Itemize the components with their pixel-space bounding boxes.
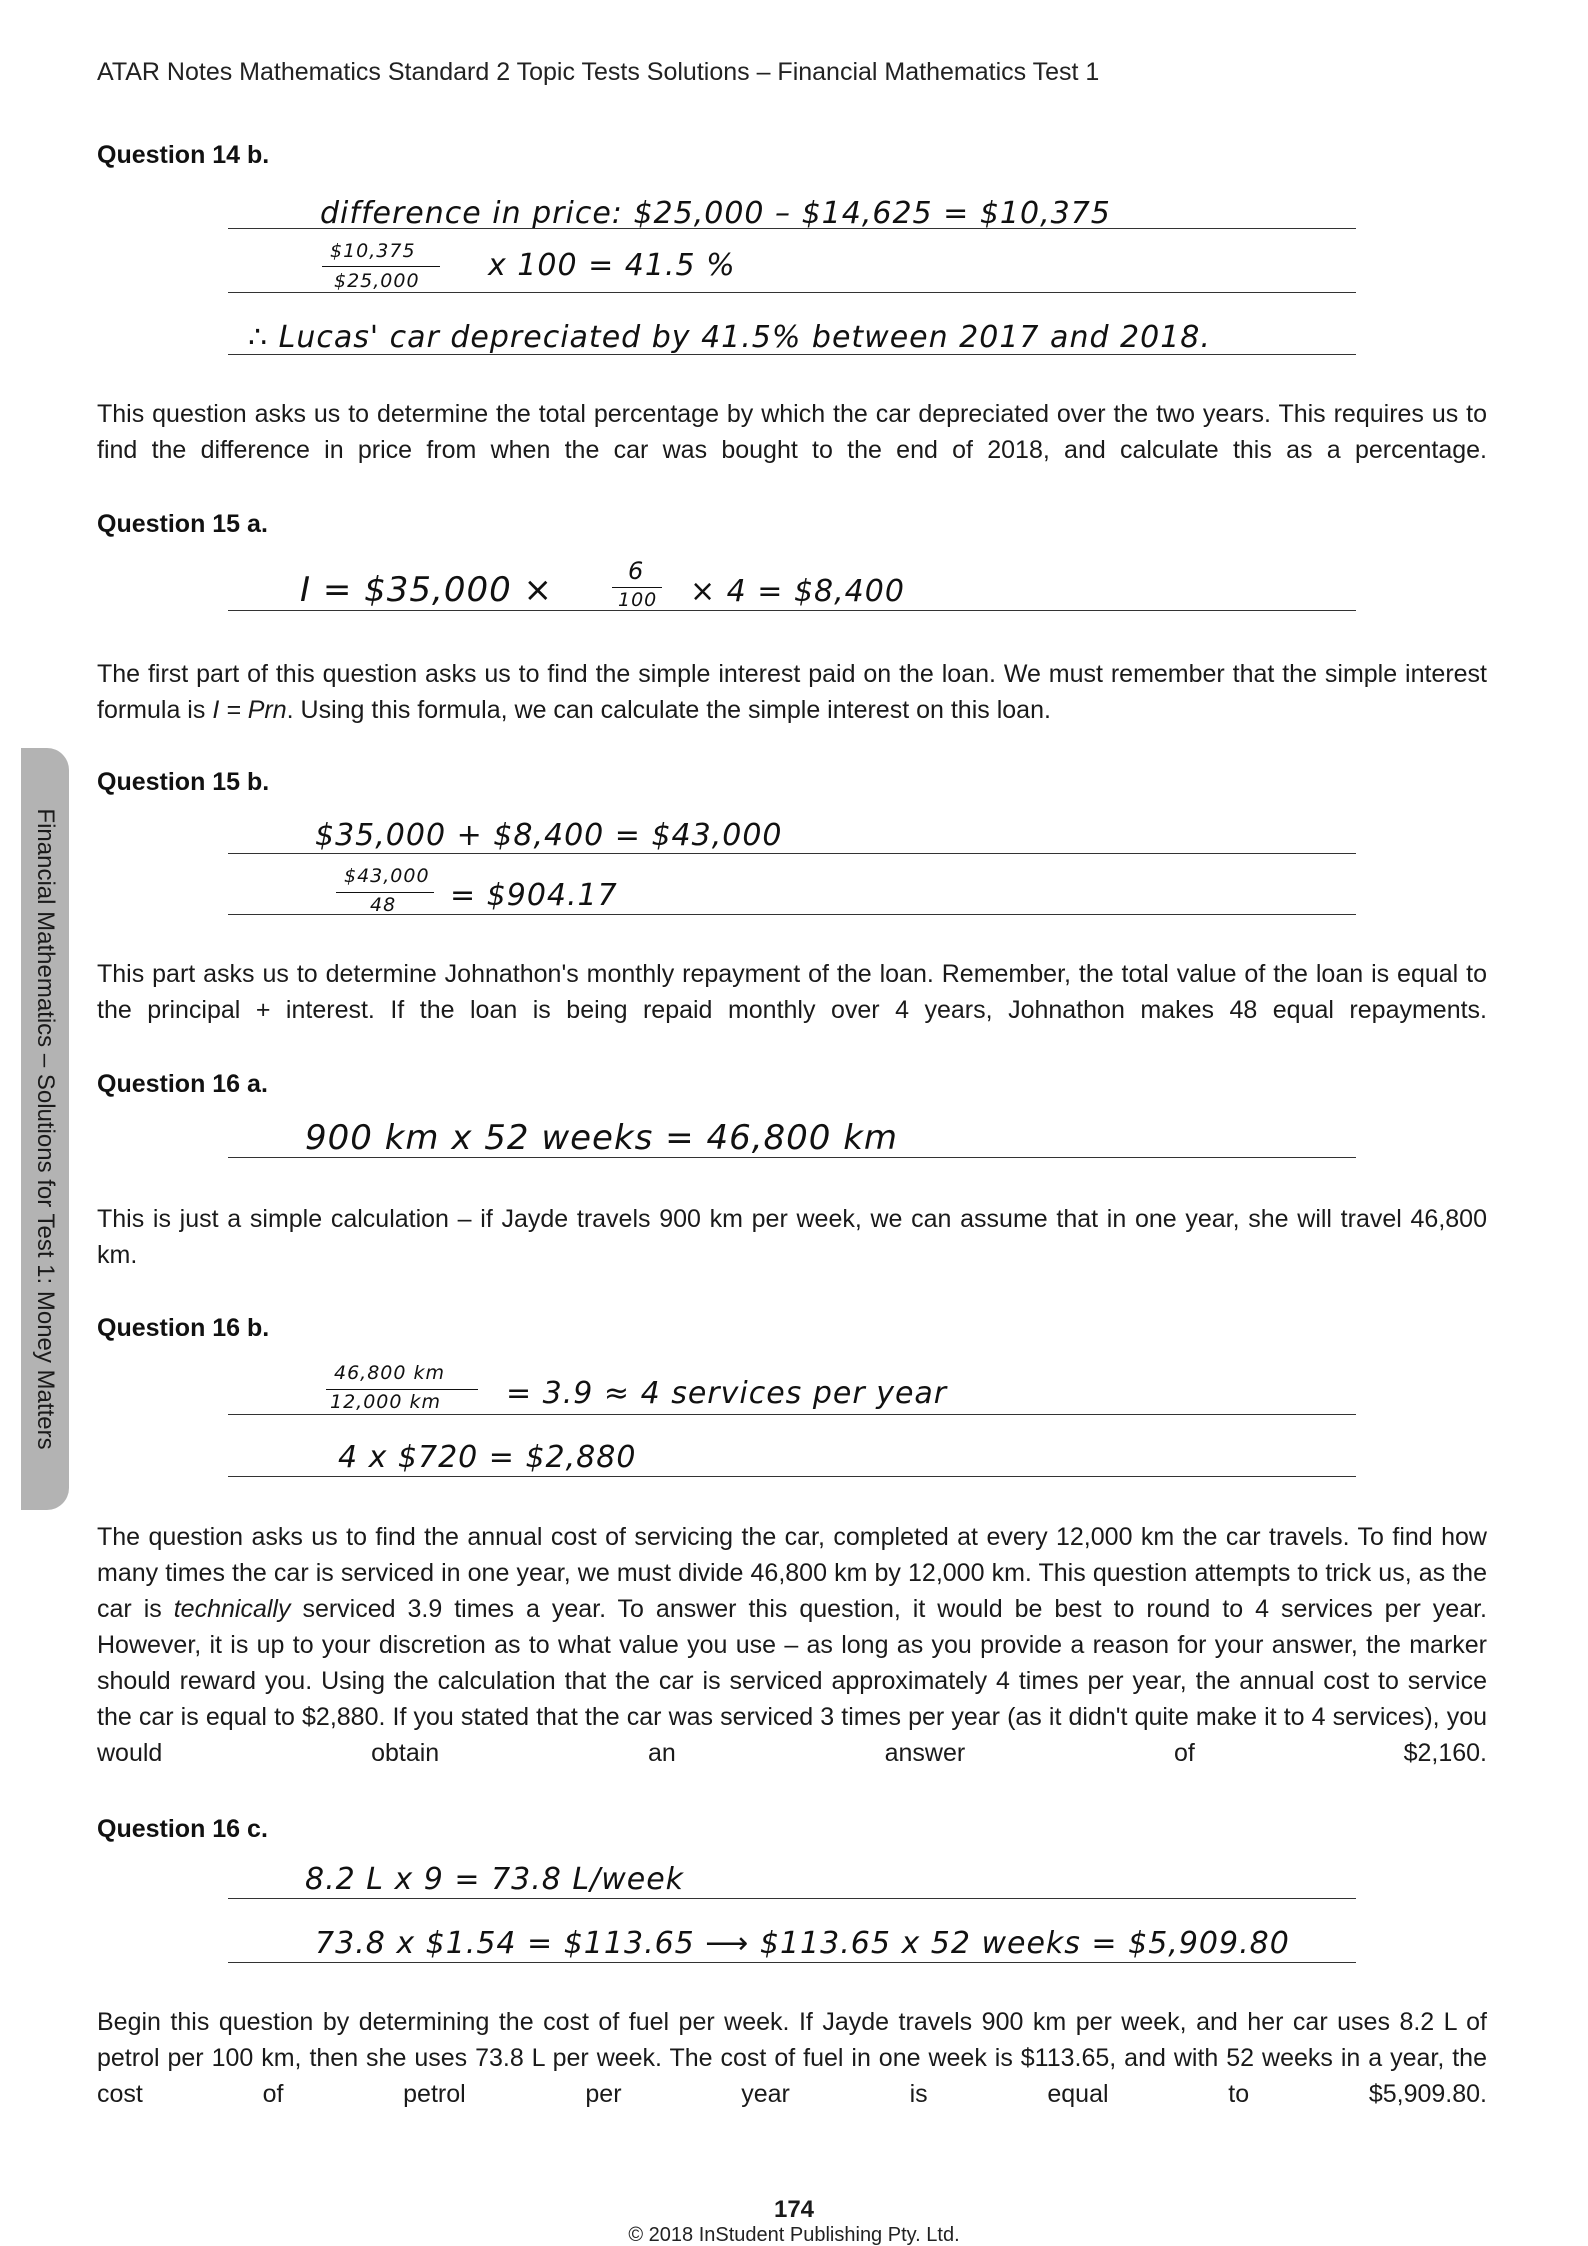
answer-line [228, 292, 1356, 293]
q14b-work-line1: difference in price: $25,000 – $14,625 = $10,375 [320, 196, 1111, 231]
q16c-work-line2: 73.8 x $1.54 = $113.65 ⟶ $113.65 x 52 weeks = $5,909.80 [315, 1926, 1290, 1961]
q15b-frac-den: 48 [370, 894, 397, 916]
q16b-explanation: The question asks us to find the annual cost of servicing the car, completed at every 12,000 km the car travels. To find how many times the car is serviced in one year, we must divide 46,800 km by 12,000 km. This question attempts to trick us, as the car is technically serviced 3.9 times a year. To answer this question, it would be best to round to 4 services per year. However, it is up to your discretion as to what value you use – as long as you provide a reason for your answer, the marker should reward you. Using the calculation that the car is serviced approximately 4 times per year, the annual cost to service the car is equal to $2,880. If you stated that the car was serviced 3 times per year (as it didn't quite make it to 4 services), you would obtain an answer of $2,160. [97, 1523, 1487, 1767]
fraction-bar [336, 892, 434, 893]
q14b-explanation: This question asks us to determine the total percentage by which the car depreciated over the two years. This requires us to find the difference in price from when the car was bought to the end of 2018, and calculate this as a percentage. [97, 400, 1487, 464]
q16b-work-line2: 4 x $720 = $2,880 [338, 1440, 637, 1475]
q16a-work-line1: 900 km x 52 weeks = 46,800 km [305, 1118, 899, 1158]
q14b-frac-den: $25,000 [334, 270, 420, 292]
q15a-explanation: The first part of this question asks us to find the simple interest paid on the loan. We must remember that the simple interest formula is I = Prn. Using this formula, we can calculate the simple interest on this loan. [97, 660, 1487, 724]
answer-line [228, 228, 1356, 229]
q14b-frac-num: $10,375 [330, 240, 416, 262]
q14b-work-line3: ∴ Lucas' car depreciated by 41.5% between 2017 and 2018. [248, 320, 1211, 355]
answer-line [228, 354, 1356, 355]
answer-line [228, 853, 1356, 854]
answer-line [228, 914, 1356, 915]
page-number: 174 [773, 2196, 815, 2223]
answer-line [228, 1476, 1356, 1477]
question-16b-label: Question 16 b. [97, 1314, 270, 1342]
q15a-frac-den: 100 [618, 589, 658, 611]
fraction-bar [322, 266, 440, 267]
running-header: ATAR Notes Mathematics Standard 2 Topic Tests Solutions – Financial Mathematics Test 1 [97, 58, 1100, 86]
q15a-work-lhs: I = $35,000 × [300, 570, 554, 610]
answer-line [228, 1898, 1356, 1899]
formula: I = Prn [212, 696, 287, 724]
side-tab-label: Financial Mathematics – Solutions for Test 1: Money Matters [32, 808, 59, 1450]
q16b-frac-den: 12,000 km [330, 1391, 442, 1413]
q16c-explanation: Begin this question by determining the cost of fuel per week. If Jayde travels 900 km per week, and her car uses 8.2 L of petrol per 100 km, then she uses 73.8 L per week. The cost of fuel in one week is $113.65, and with 52 weeks in a year, the cost of petrol per year is equal to $5,909.80. [97, 2008, 1487, 2108]
q15b-work-line2: = $904.17 [450, 878, 618, 913]
emphasis: technically [173, 1595, 291, 1623]
question-16a-label: Question 16 a. [97, 1070, 268, 1098]
copyright: © 2018 InStudent Publishing Pty. Ltd. [628, 2224, 960, 2246]
fraction-bar [612, 587, 662, 588]
question-15b-label: Question 15 b. [97, 768, 270, 796]
question-15a-label: Question 15 a. [97, 510, 268, 538]
fraction-bar [326, 1389, 478, 1390]
question-16c-label: Question 16 c. [97, 1815, 268, 1843]
q16b-frac-num: 46,800 km [334, 1362, 446, 1384]
q15b-explanation: This part asks us to determine Johnathon's monthly repayment of the loan. Remember, the total value of the loan is equal to the principal + interest. If the loan is being repaid monthly over 4 years, Johnathon makes 48 equal repayments. [97, 960, 1487, 1024]
q14b-work-line2: x 100 = 41.5 % [488, 248, 736, 283]
q16a-explanation: This is just a simple calculation – if Jayde travels 900 km per week, we can assume that in one year, she will travel 46,800 km. [97, 1205, 1487, 1269]
answer-line [228, 1157, 1356, 1158]
q15b-work-line1: $35,000 + $8,400 = $43,000 [315, 818, 783, 853]
answer-line [228, 1962, 1356, 1963]
q16b-work-line1: = 3.9 ≈ 4 services per year [506, 1376, 948, 1411]
answer-line [228, 610, 1356, 611]
q15a-work-rhs: × 4 = $8,400 [690, 574, 905, 609]
q16c-work-line1: 8.2 L x 9 = 73.8 L/week [305, 1862, 685, 1897]
question-14b-label: Question 14 b. [97, 141, 270, 169]
answer-line [228, 1414, 1356, 1415]
q15a-frac-num: 6 [628, 557, 645, 585]
q15b-frac-num: $43,000 [344, 865, 430, 887]
